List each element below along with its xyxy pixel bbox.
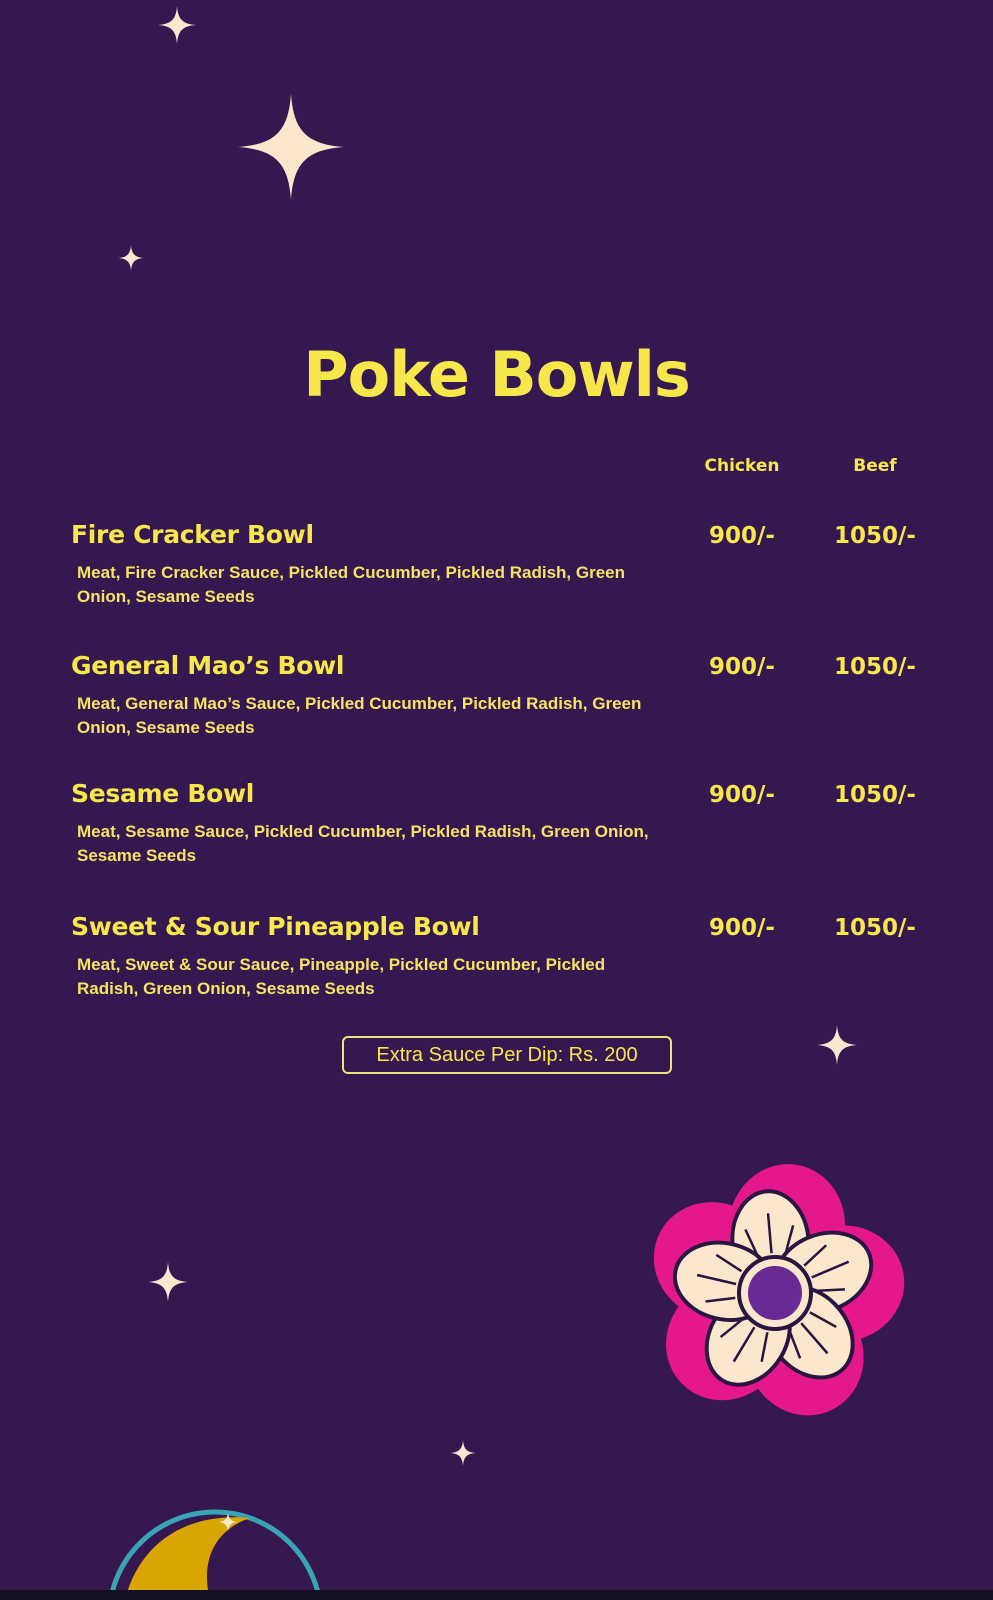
item-name: Sesame Bowl	[71, 779, 255, 808]
item-price-beef: 1050/-	[834, 654, 916, 680]
menu-item	[0, 912, 993, 1012]
menu-item	[0, 520, 993, 620]
item-description: Meat, General Mao’s Sauce, Pickled Cucumber, Pickled Radish, Green Onion, Sesame Seeds	[77, 694, 642, 737]
extra-sauce-note: Extra Sauce Per Dip: Rs. 200	[342, 1036, 672, 1074]
item-description: Meat, Sweet & Sour Sauce, Pineapple, Pickled Cucumber, Pickled Radish, Green Onion, Sesame Seeds	[77, 955, 606, 998]
item-description: Meat, Sesame Sauce, Pickled Cucumber, Pickled Radish, Green Onion, Sesame Seeds	[77, 822, 649, 865]
item-price-chicken: 900/-	[709, 915, 775, 941]
item-description: Meat, Fire Cracker Sauce, Pickled Cucumber, Pickled Radish, Green Onion, Sesame Seeds	[77, 563, 626, 606]
item-name: Sweet & Sour Pineapple Bowl	[71, 912, 480, 941]
item-name: Fire Cracker Bowl	[71, 520, 314, 549]
item-price-chicken: 900/-	[709, 654, 775, 680]
item-price-beef: 1050/-	[834, 523, 916, 549]
item-price-beef: 1050/-	[834, 915, 916, 941]
column-header-chicken: Chicken	[704, 456, 780, 476]
page-title: Poke Bowls	[303, 338, 690, 411]
sparkle-icon	[148, 1262, 188, 1302]
sparkle-icon	[450, 1440, 476, 1466]
menu-item	[0, 651, 993, 751]
sparkle-icon	[817, 1025, 857, 1065]
item-price-chicken: 900/-	[709, 523, 775, 549]
moon-icon	[100, 1500, 330, 1600]
sparkle-icon	[238, 94, 344, 200]
sparkle-icon	[118, 245, 144, 271]
bottom-bar	[0, 1590, 993, 1600]
menu-item	[0, 779, 993, 879]
item-name: General Mao’s Bowl	[71, 651, 345, 680]
column-header-beef: Beef	[853, 456, 897, 476]
item-price-chicken: 900/-	[709, 782, 775, 808]
flower-icon	[640, 1158, 910, 1428]
item-price-beef: 1050/-	[834, 782, 916, 808]
sparkle-icon	[158, 6, 196, 44]
